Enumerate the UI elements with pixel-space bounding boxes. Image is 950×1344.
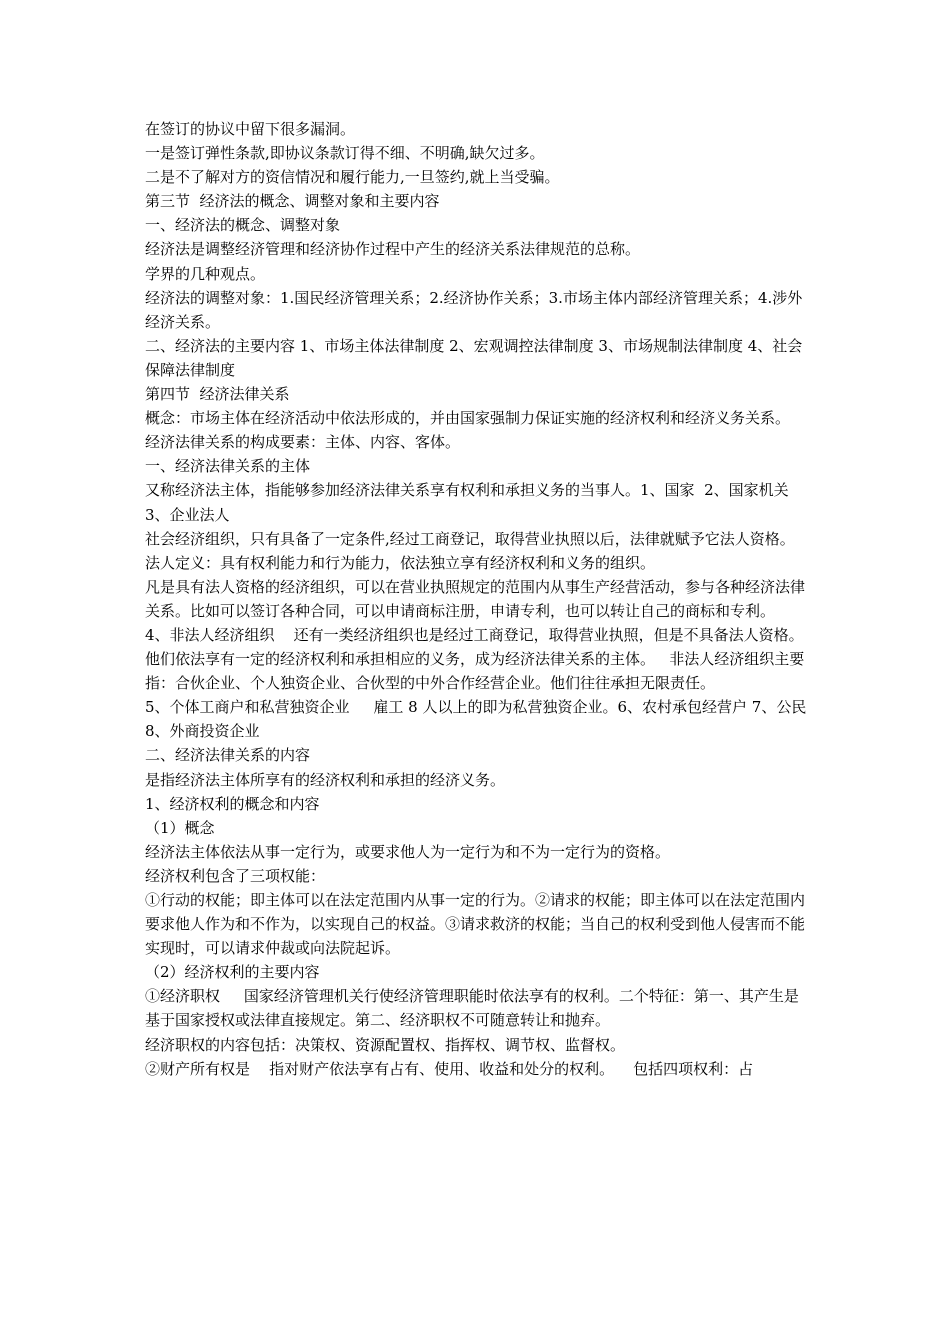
paragraph: 凡是具有法人资格的经济组织，可以在营业执照规定的范围内从事生产经营活动，参与各种经济法律关系。比如可以签订各种合同，可以申请商标注册，申请专利，也可以转让自己的商标和专利。	[145, 577, 806, 620]
subsection-heading: 二、经济法律关系的内容	[145, 746, 311, 765]
paragraph: 在签订的协议中留下很多漏洞。	[145, 120, 356, 138]
paragraph: 学界的几种观点。	[145, 264, 266, 283]
paragraph: 经济法的调整对象：1.国民经济管理关系；2.经济协作关系；3.市场主体内部经济管理关系；4.涉外经济关系。	[145, 288, 803, 331]
paragraph: （2）经济权利的主要内容	[145, 963, 320, 982]
paragraph: 二是不了解对方的资信情况和履行能力,一旦签约,就上当受骗。	[145, 168, 560, 187]
paragraph: ①经济职权 国家经济管理机关行使经济管理职能时依法享有的权利。二个特征：第一、其产生是基于国家授权或法律直接规定。第二、经济职权不可随意转让和抛弃。	[145, 987, 799, 1030]
paragraph: 法人定义：具有权利能力和行为能力，依法独立享有经济权利和义务的组织。	[145, 553, 656, 572]
paragraph: 经济权利包含了三项权能：	[145, 866, 326, 885]
paragraph: 二、经济法的主要内容 1、市场主体法律制度 2、宏观调控法律制度 3、市场规制法律制度 4、社会保障法律制度	[145, 336, 803, 379]
paragraph: 概念：市场主体在经济活动中依法形成的，并由国家强制力保证实施的经济权利和经济义务关系。	[145, 409, 791, 428]
paragraph: （1）概念	[145, 818, 215, 837]
paragraph: 经济法律关系的构成要素：主体、内容、客体。	[145, 433, 461, 452]
document-body	[145, 117, 813, 1081]
paragraph: 一是签订弹性条款,即协议条款订得不细、不明确,缺欠过多。	[145, 144, 545, 163]
subsection-heading: 一、经济法的概念、调整对象	[145, 216, 341, 235]
paragraph: ②财产所有权是 指对财产依法享有占有、使用、收益和处分的权利。 包括四项权利：占	[145, 1059, 754, 1078]
paragraph: 社会经济组织，只有具备了一定条件,经过工商登记，取得营业执照以后，法律就赋予它法人资格。	[145, 529, 795, 548]
section-heading: 第四节 经济法律关系	[145, 385, 290, 404]
paragraph: 经济法是调整经济管理和经济协作过程中产生的经济关系法律规范的总称。	[145, 240, 641, 259]
paragraph: 4、非法人经济组织 还有一类经济组织也是经过工商登记，取得营业执照，但是不具备法人资格。他们依法享有一定的经济权利和承担相应的义务，成为经济法律关系的主体。 非法人经济组织主要指：合伙企业、个人独资企业、合伙型的中外合作经营企业。他们往往承担无限责任。	[145, 625, 805, 693]
paragraph: 经济法主体依法从事一定行为，或要求他人为一定行为和不为一定行为的资格。	[145, 842, 671, 861]
paragraph: 是指经济法主体所享有的经济权利和承担的经济义务。	[145, 770, 506, 789]
subsection-heading: 一、经济法律关系的主体	[145, 457, 311, 476]
paragraph: 又称经济法主体，指能够参加经济法律关系享有权利和承担义务的当事人。1、国家 2、国家机关 3、企业法人	[145, 481, 794, 524]
section-heading: 第三节 经济法的概念、调整对象和主要内容	[145, 192, 440, 211]
paragraph: ①行动的权能；即主体可以在法定范围内从事一定的行为。②请求的权能；即主体可以在法定范围内要求他人作为和不作为，以实现自己的权益。③请求救济的权能；当自己的权利受到他人侵害而不能实现时，可以请求仲裁或向法院起诉。	[145, 891, 806, 958]
paragraph: 5、个体工商户和私营独资企业 雇工 8 人以上的即为私营独资企业。6、农村承包经营户 7、公民 8、外商投资企业	[145, 698, 812, 741]
paragraph: 1、经济权利的概念和内容	[145, 794, 320, 813]
paragraph: 经济职权的内容包括：决策权、资源配置权、指挥权、调节权、监督权。	[145, 1035, 626, 1054]
